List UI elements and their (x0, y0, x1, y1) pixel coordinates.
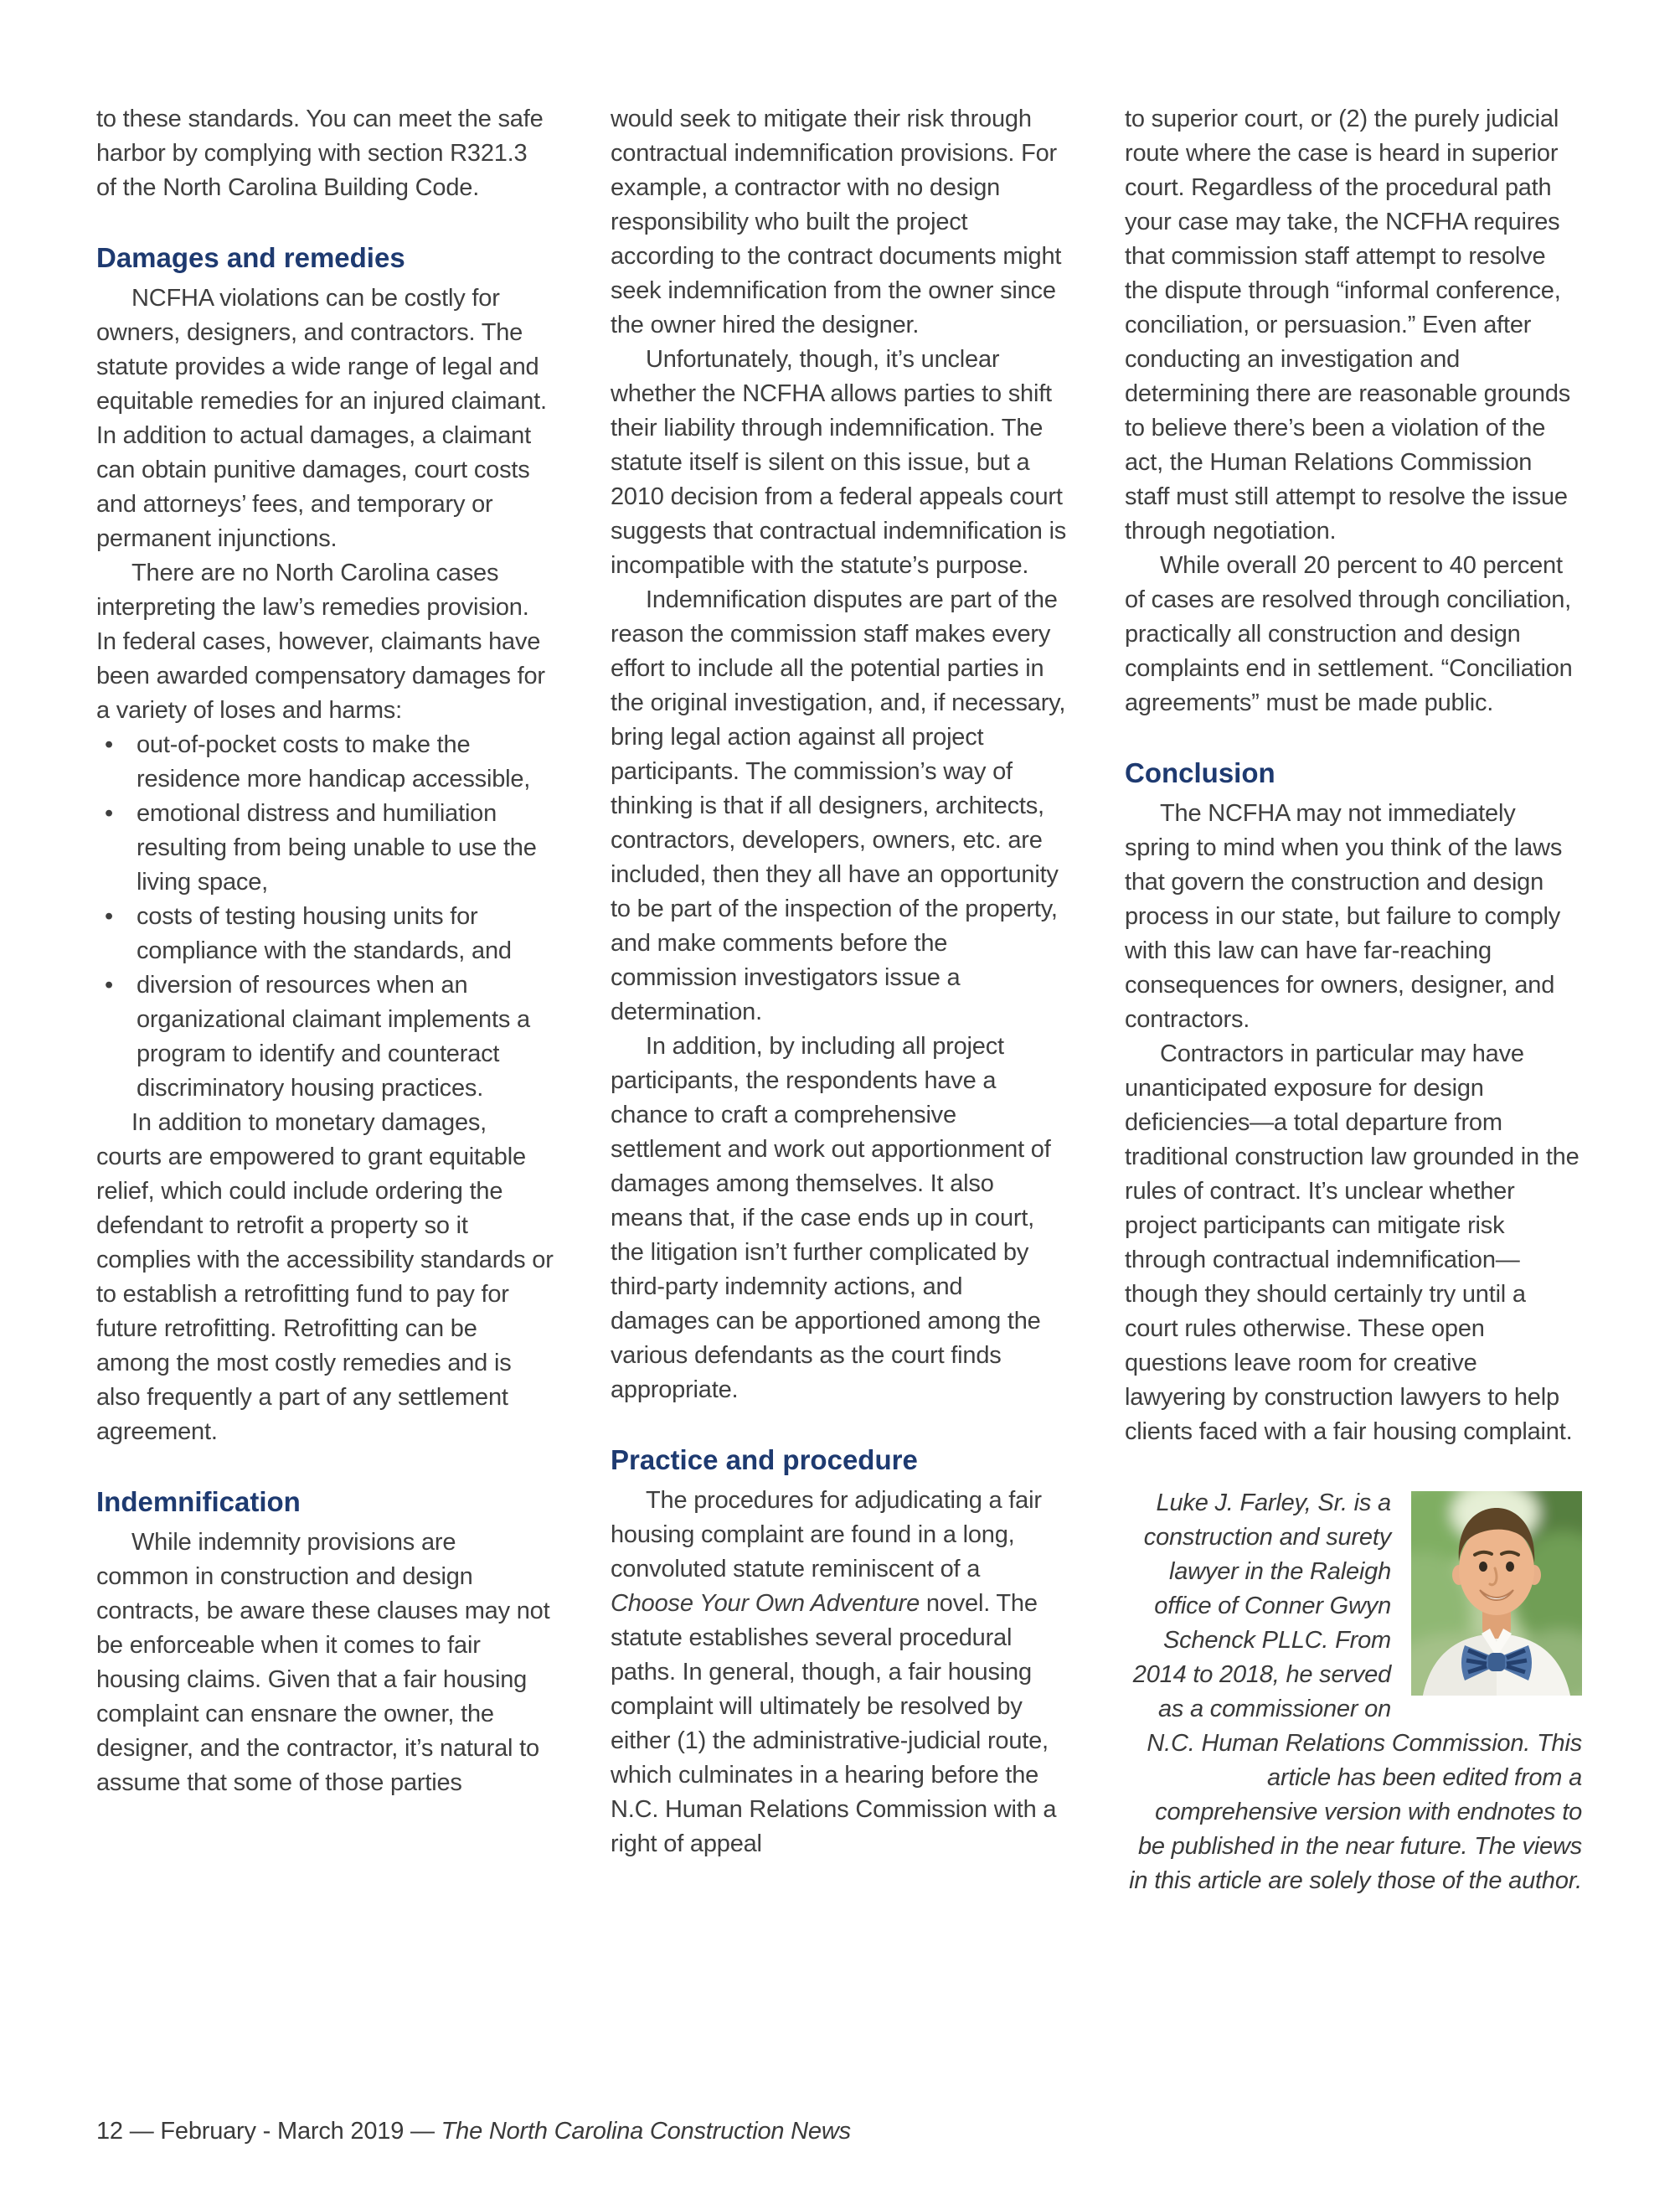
text-run: In addition, by including all project participants, the respondents have a chance to craft a comprehensive settlement and work out apportionment of damages among themselves. It also means that, if the case ends up in court, the litigation isn’t further complicated by third-party indemnity actions, and damages can be apportioned among the various defendants as the court finds appropriate. (611, 1033, 1051, 1403)
text-run: to superior court, or (2) the purely judicial route where the case is heard in superior court. Regardless of the procedural path your case may take, the NCFHA requires that commission staff attempt to resolve the dispute through “informal conference, conciliation, or persuasion.” Even after conducting an investigation and determining there are reasonable grounds to believe there’s been a violation of the act, the Human Relations Commission staff must still attempt to resolve the issue through negotiation. (1125, 106, 1571, 545)
section-heading: Indemnification (96, 1486, 301, 1517)
bullet-item: • costs of testing housing units for compliance with the standards, and (96, 900, 554, 968)
bullet-list (96, 728, 554, 1106)
text-run: In addition to monetary damages, courts are empowered to grant equitable relief, which could include ordering the defendant to retrofit a property so it complies with the accessibility standards or to establish a retrofitting fund to pay for future retrofitting. Retrofitting can be among the most costly remedies and is also frequently a part of any settlement agreement. (96, 1109, 554, 1445)
text-run: The procedures for adjudicating a fair housing complaint are found in a long, convoluted statute reminiscent of a (611, 1487, 1042, 1582)
bullet-item: • out-of-pocket costs to make the residence more handicap accessible, (96, 728, 554, 797)
section-heading: Conclusion (1125, 757, 1275, 788)
paragraph (1125, 797, 1582, 1037)
paragraph (96, 281, 554, 556)
author-bio (1125, 1486, 1582, 1898)
text-run: to these standards. You can meet the safe harbor by complying with section R321.3 of the North Carolina Building Code. (96, 106, 544, 201)
text-run: While overall 20 percent to 40 percent of cases are resolved through conciliation, practically all construction and design complaints end in settlement. “Conciliation agreements” must be made public. (1125, 552, 1573, 716)
text-run: There are no North Carolina cases interpreting the law’s remedies provision. In federal cases, however, claimants have been awarded compensatory damages for a variety of loses and harms: (96, 560, 545, 724)
paragraph (1125, 1037, 1582, 1449)
text-run: While indemnity provisions are common in construction and design contracts, be aware these clauses may not be enforceable when it comes to fair housing claims. Given that a fair housing complaint can ensnare the owner, the designer, and the contractor, it’s natural to assume that some of those parties (96, 1529, 550, 1796)
text-run: novel. The statute establishes several procedural paths. In general, though, a fair housing complaint will ultimately be resolved by either (1) the administrative-judicial route, which culminates in a hearing before the N.C. Human Relations Commission with a right of appeal (611, 1590, 1057, 1857)
author-photo (1411, 1491, 1582, 1696)
text-run: Unfortunately, though, it’s unclear whether the NCFHA allows parties to shift their liability through indemnification. The statute itself is silent on this issue, but a 2010 decision from a federal appeals court suggests that contractual indemnification is incompatible with the statute’s purpose. (611, 346, 1067, 579)
italic-text-run: Choose Your Own Adventure (611, 1590, 920, 1617)
paragraph (1125, 102, 1582, 549)
text-run: would seek to mitigate their risk through contractual indemnification provisions. For example, a contractor with no design responsibility who built the project according to the contract documents might seek indemnification from the owner since the owner hired the designer. (611, 106, 1062, 338)
paragraph (96, 102, 554, 205)
paragraph (1125, 549, 1582, 720)
article-column-3 (1125, 102, 1582, 1898)
article-column-1 (96, 102, 554, 1898)
text-run: Contractors in particular may have unanticipated exposure for design deficiencies—a total departure from traditional construction law grounded in the rules of contract. It’s unclear whether project participants can mitigate risk through contractual indemnification—though they should certainly try until a court rules otherwise. These open questions leave room for creative lawyering by construction lawyers to help clients faced with a fair housing complaint. (1125, 1040, 1580, 1445)
text-run: Indemnification disputes are part of the reason the commission staff makes every effort to include all the potential parties in the original investigation, and, if necessary, bring legal action against all project participants. The commission’s way of thinking is that if all designers, architects, contractors, developers, owners, etc. are included, then they all have an opportunity to be part of the inspection of the property, and make comments before the commission investigators issue a determination. (611, 586, 1066, 1025)
section-heading: Damages and remedies (96, 242, 405, 273)
page-footer (96, 2117, 851, 2145)
text-run: NCFHA violations can be costly for owners, designers, and contractors. The statute provides a wide range of legal and equitable remedies for an injured claimant. In addition to actual damages, a claimant can obtain punitive damages, court costs and attorneys’ fees, and temporary or permanent injunctions. (96, 285, 547, 552)
paragraph (96, 1526, 554, 1800)
bullet-item: • emotional distress and humiliation resulting from being unable to use the living space, (96, 797, 554, 900)
paragraph (611, 1030, 1068, 1407)
footer-publication-title: The North Carolina Construction News (441, 2118, 851, 2145)
paragraph (611, 102, 1068, 343)
author-bio-text: Luke J. Farley, Sr. is a construction and surety lawyer in the Raleigh office of Conner Gwyn Schenck PLLC. From 2014 to 2018, he served as a commissioner on N.C. Human Relations Commission. This article has been edited from a comprehensive version with endnotes to be published in the near future. The views in this article are solely those of the author. (1129, 1489, 1582, 1894)
paragraph (96, 1106, 554, 1449)
paragraph (611, 583, 1068, 1030)
bullet-item: • diversion of resources when an organizational claimant implements a program to identify and counteract discriminatory housing practices. (96, 968, 554, 1106)
article-column-2 (611, 102, 1068, 1898)
section-heading: Practice and procedure (611, 1444, 918, 1475)
article-columns (96, 102, 1582, 1898)
paragraph (611, 343, 1068, 583)
paragraph (611, 1484, 1068, 1861)
footer-issue-info: 12 — February - March 2019 — (96, 2118, 441, 2145)
text-run: The NCFHA may not immediately spring to mind when you think of the laws that govern the construction and design process in our state, but failure to comply with this law can have far-reaching consequences for owners, designer, and contractors. (1125, 800, 1563, 1033)
paragraph (96, 556, 554, 728)
